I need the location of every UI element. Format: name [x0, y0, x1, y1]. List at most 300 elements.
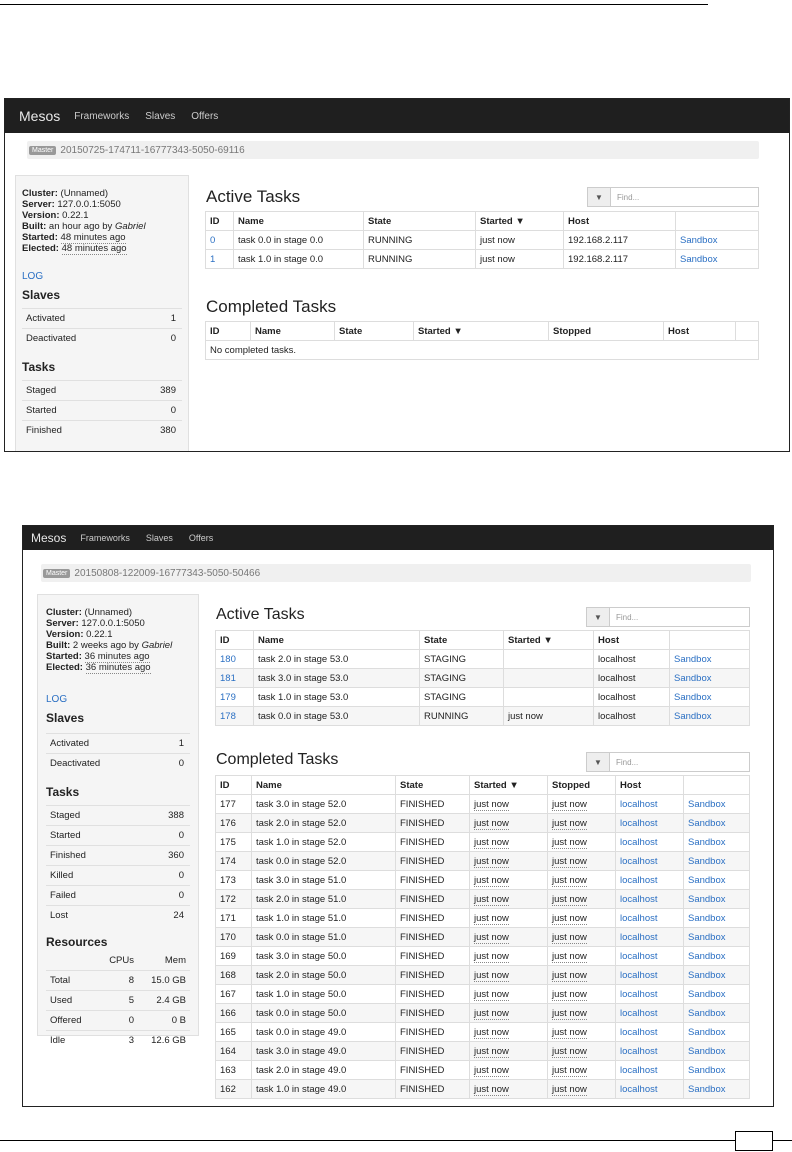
host-link[interactable]: localhost — [620, 1064, 658, 1076]
task-started: just now — [474, 893, 509, 905]
table-row — [216, 1042, 750, 1061]
host-link[interactable]: localhost — [620, 798, 658, 810]
table-cell — [616, 1080, 684, 1099]
server-value: 127.0.0.1:5050 — [57, 199, 121, 210]
host-link[interactable]: localhost — [620, 1045, 658, 1057]
started-label: Started: — [46, 651, 82, 662]
task-started: just now — [476, 231, 564, 250]
master-id: 20150725-174711-16777343-5050-69116 — [60, 144, 245, 156]
res-label: Used — [50, 995, 73, 1006]
table-row — [216, 814, 750, 833]
table-cell — [548, 947, 616, 966]
col-started[interactable]: Started ▼ — [414, 322, 549, 341]
col-name[interactable]: Name — [254, 631, 420, 650]
task-stopped: just now — [552, 874, 587, 886]
col-state[interactable]: State — [420, 631, 504, 650]
sandbox-link[interactable]: Sandbox — [688, 1083, 726, 1095]
host-link[interactable]: localhost — [620, 893, 658, 905]
table-row — [206, 250, 759, 269]
slaves-heading: Slaves — [46, 711, 85, 725]
task-name: task 1.0 in stage 0.0 — [234, 250, 364, 269]
table-cell — [616, 947, 684, 966]
table-cell — [684, 966, 750, 985]
table-header — [206, 212, 759, 231]
table-cell — [470, 890, 548, 909]
col-host[interactable]: Host — [594, 631, 670, 650]
res-cpus: 3 — [128, 1035, 134, 1046]
find-input[interactable]: Find... — [617, 192, 640, 202]
col-id[interactable]: ID — [216, 631, 254, 650]
stat-label: Started — [26, 405, 57, 416]
task-started — [504, 650, 594, 669]
task-started — [504, 669, 594, 688]
nav-offers[interactable]: Offers — [188, 533, 214, 543]
brand-logo[interactable]: Mesos — [31, 531, 67, 545]
col-host[interactable]: Host — [616, 776, 684, 795]
brand-logo[interactable]: Mesos — [19, 108, 61, 124]
task-name: task 3.0 in stage 52.0 — [256, 798, 347, 810]
stat-value: 1 — [178, 738, 184, 749]
table-cell — [684, 1042, 750, 1061]
table-cell — [616, 1023, 684, 1042]
task-state: FINISHED — [400, 988, 445, 1000]
filter-icon[interactable]: ▼ — [587, 753, 610, 771]
res-mem: 0 B — [171, 1015, 186, 1026]
table-cell — [616, 928, 684, 947]
table-row — [216, 650, 750, 669]
table-cell — [216, 909, 252, 928]
table-cell — [470, 947, 548, 966]
table-cell — [396, 1023, 470, 1042]
task-state: FINISHED — [400, 1064, 445, 1076]
stat-value: 360 — [168, 850, 184, 861]
task-started: just now — [474, 969, 509, 981]
host-link[interactable]: localhost — [620, 912, 658, 924]
table-row — [216, 707, 750, 726]
task-name: task 3.0 in stage 53.0 — [254, 669, 420, 688]
elected-value: 36 minutes ago — [85, 662, 151, 673]
res-cpus: 8 — [128, 975, 134, 986]
host-link[interactable]: localhost — [620, 874, 658, 886]
sandbox-link[interactable]: Sandbox — [688, 893, 726, 905]
built-value: an hour ago by — [48, 221, 113, 232]
table-cell — [616, 1004, 684, 1023]
table-cell — [216, 852, 252, 871]
log-link[interactable]: LOG — [46, 694, 68, 705]
task-state: FINISHED — [400, 1007, 445, 1019]
task-state: FINISHED — [400, 950, 445, 962]
table-cell — [252, 909, 396, 928]
table-cell — [216, 871, 252, 890]
task-name: task 0.0 in stage 51.0 — [256, 931, 347, 943]
table-cell — [216, 1080, 252, 1099]
resource-row — [46, 990, 190, 1010]
built-value: 2 weeks ago by — [72, 640, 139, 651]
res-mem: 2.4 GB — [156, 995, 186, 1006]
table-cell — [616, 985, 684, 1004]
bottom-rule — [0, 1140, 792, 1141]
sidebar — [15, 175, 189, 452]
find-input[interactable]: Find... — [616, 612, 639, 622]
sandbox-link[interactable]: Sandbox — [688, 874, 726, 886]
task-name: task 2.0 in stage 51.0 — [256, 893, 347, 905]
sandbox-link[interactable]: Sandbox — [670, 688, 750, 707]
table-cell — [684, 947, 750, 966]
task-state: FINISHED — [400, 798, 445, 810]
built-label: Built: — [46, 640, 71, 651]
table-row — [216, 852, 750, 871]
table-cell — [684, 1080, 750, 1099]
table-cell — [216, 814, 252, 833]
sandbox-link[interactable]: Sandbox — [688, 798, 726, 810]
host-link[interactable]: localhost — [620, 950, 658, 962]
active-tasks-title: Active Tasks — [216, 606, 305, 623]
sandbox-link[interactable]: Sandbox — [688, 1045, 726, 1057]
active-find-box[interactable] — [587, 187, 759, 207]
resource-row — [46, 1030, 190, 1050]
table-cell — [548, 928, 616, 947]
sandbox-link[interactable]: Sandbox — [688, 912, 726, 924]
breadcrumb — [41, 564, 751, 582]
col-id[interactable]: ID — [206, 322, 251, 341]
task-state: STAGING — [420, 650, 504, 669]
task-name: task 3.0 in stage 51.0 — [256, 874, 347, 886]
table-cell — [252, 890, 396, 909]
task-name: task 1.0 in stage 53.0 — [254, 688, 420, 707]
sandbox-link[interactable]: Sandbox — [670, 707, 750, 726]
task-started: just now — [474, 1026, 509, 1038]
stat-row — [46, 753, 190, 773]
sandbox-link[interactable]: Sandbox — [670, 650, 750, 669]
nav-frameworks[interactable]: Frameworks — [80, 533, 130, 543]
task-name: task 1.0 in stage 52.0 — [256, 836, 347, 848]
task-stopped: just now — [552, 950, 587, 962]
stat-row — [22, 328, 182, 348]
master-badge: Master — [43, 569, 70, 578]
col-name[interactable]: Name — [251, 322, 335, 341]
stat-value: 389 — [160, 385, 176, 396]
table-cell — [470, 966, 548, 985]
table-cell — [470, 833, 548, 852]
host-link[interactable]: localhost — [620, 931, 658, 943]
host-link[interactable]: localhost — [620, 1083, 658, 1095]
table-cell — [684, 890, 750, 909]
col-id[interactable]: ID — [216, 776, 252, 795]
table-cell — [216, 795, 252, 814]
server-value: 127.0.0.1:5050 — [81, 618, 145, 629]
col-id[interactable]: ID — [206, 212, 234, 231]
task-id: 169 — [220, 950, 236, 962]
elected-value: 48 minutes ago — [61, 243, 127, 254]
table-cell — [470, 909, 548, 928]
task-id: 170 — [220, 931, 236, 943]
table-row — [216, 928, 750, 947]
filter-icon[interactable]: ▼ — [588, 188, 611, 206]
table-cell — [616, 795, 684, 814]
task-started: just now — [474, 1007, 509, 1019]
table-cell — [470, 1023, 548, 1042]
task-stopped: just now — [552, 1026, 587, 1038]
stat-label: Activated — [26, 313, 66, 324]
table-cell — [396, 966, 470, 985]
table-cell — [616, 966, 684, 985]
table-cell — [616, 833, 684, 852]
task-id-link[interactable]: 178 — [216, 707, 254, 726]
task-stopped: just now — [552, 1083, 587, 1095]
stat-row — [46, 733, 190, 753]
host-link[interactable]: localhost — [620, 836, 658, 848]
host-link[interactable]: localhost — [620, 855, 658, 867]
sandbox-link[interactable]: Sandbox — [688, 855, 726, 867]
task-name: task 0.0 in stage 49.0 — [256, 1026, 347, 1038]
table-cell — [396, 833, 470, 852]
task-state: FINISHED — [400, 912, 445, 924]
cluster-info — [16, 176, 188, 254]
sandbox-link[interactable]: Sandbox — [688, 988, 726, 1000]
nav-offers[interactable]: Offers — [191, 110, 219, 122]
nav-slaves[interactable]: Slaves — [145, 533, 173, 543]
completed-find-box[interactable] — [586, 752, 750, 772]
task-state: RUNNING — [420, 707, 504, 726]
table-row — [216, 688, 750, 707]
task-id: 176 — [220, 817, 236, 829]
host-link[interactable]: localhost — [620, 969, 658, 981]
navbar — [5, 99, 789, 133]
task-name: task 2.0 in stage 50.0 — [256, 969, 347, 981]
stat-row — [46, 825, 190, 845]
table-cell — [396, 985, 470, 1004]
table-cell — [684, 1023, 750, 1042]
col-started[interactable]: Started ▼ — [470, 776, 548, 795]
completed-tasks-title: Completed Tasks — [216, 751, 339, 768]
table-cell — [684, 852, 750, 871]
cluster-value: (Unnamed) — [60, 188, 109, 199]
task-name: task 3.0 in stage 49.0 — [256, 1045, 347, 1057]
task-id-link[interactable]: 180 — [216, 650, 254, 669]
table-cell — [684, 909, 750, 928]
task-stopped: just now — [552, 817, 587, 829]
table-row — [216, 890, 750, 909]
table-cell — [396, 890, 470, 909]
task-host: localhost — [594, 669, 670, 688]
stat-row — [46, 805, 190, 825]
version-label: Version: — [46, 629, 84, 640]
task-name: task 2.0 in stage 53.0 — [254, 650, 420, 669]
table-cell — [548, 966, 616, 985]
active-tasks-table — [215, 630, 750, 726]
sandbox-link[interactable]: Sandbox — [688, 969, 726, 981]
server-label: Server: — [46, 618, 79, 629]
version-value: 0.22.1 — [86, 629, 113, 640]
task-host: localhost — [594, 650, 670, 669]
tasks-heading: Tasks — [22, 360, 56, 374]
nav-frameworks[interactable]: Frameworks — [74, 110, 130, 122]
table-cell — [470, 795, 548, 814]
task-name: task 2.0 in stage 52.0 — [256, 817, 347, 829]
task-host: localhost — [594, 688, 670, 707]
table-row — [216, 669, 750, 688]
col-host[interactable]: Host — [564, 212, 676, 231]
stat-label: Deactivated — [26, 333, 77, 344]
sandbox-link[interactable]: Sandbox — [688, 950, 726, 962]
col-state[interactable]: State — [364, 212, 476, 231]
table-cell — [396, 852, 470, 871]
task-state: FINISHED — [400, 1045, 445, 1057]
task-id-link[interactable]: 181 — [216, 669, 254, 688]
col-name[interactable]: Name — [252, 776, 396, 795]
table-row — [216, 1080, 750, 1099]
sandbox-link[interactable]: Sandbox — [688, 931, 726, 943]
host-link[interactable]: localhost — [620, 988, 658, 1000]
stat-label: Lost — [50, 910, 68, 921]
col-blank — [684, 776, 750, 795]
table-cell — [396, 1004, 470, 1023]
cluster-label: Cluster: — [22, 188, 58, 199]
stat-row — [46, 905, 190, 925]
resource-row — [46, 1010, 190, 1030]
table-row — [216, 1004, 750, 1023]
task-started: just now — [474, 1083, 509, 1095]
table-cell — [470, 1080, 548, 1099]
tasks-heading: Tasks — [46, 785, 80, 799]
table-cell — [252, 928, 396, 947]
sandbox-link[interactable]: Sandbox — [688, 1007, 726, 1019]
sandbox-link[interactable]: Sandbox — [676, 231, 759, 250]
stat-label: Deactivated — [50, 758, 101, 769]
host-link[interactable]: localhost — [620, 817, 658, 829]
table-cell — [396, 795, 470, 814]
col-started[interactable]: Started ▼ — [504, 631, 594, 650]
task-state: STAGING — [420, 688, 504, 707]
col-stopped[interactable]: Stopped — [548, 776, 616, 795]
table-row — [216, 795, 750, 814]
table-cell — [684, 833, 750, 852]
col-state[interactable]: State — [396, 776, 470, 795]
task-started: just now — [474, 1064, 509, 1076]
task-id-link[interactable]: 0 — [206, 231, 234, 250]
stat-value: 24 — [173, 910, 184, 921]
task-id-link[interactable]: 179 — [216, 688, 254, 707]
table-cell — [216, 890, 252, 909]
col-state[interactable]: State — [335, 322, 414, 341]
task-started: just now — [504, 707, 594, 726]
table-cell — [684, 795, 750, 814]
table-cell — [548, 852, 616, 871]
task-state: FINISHED — [400, 893, 445, 905]
sandbox-link[interactable]: Sandbox — [688, 836, 726, 848]
task-host: 192.168.2.117 — [564, 231, 676, 250]
task-id-link[interactable]: 1 — [206, 250, 234, 269]
table-cell — [252, 1080, 396, 1099]
task-id: 162 — [220, 1083, 236, 1095]
table-cell — [548, 1042, 616, 1061]
task-started: just now — [474, 912, 509, 924]
task-started: just now — [474, 836, 509, 848]
table-cell — [252, 1061, 396, 1080]
screenshot-2 — [22, 525, 774, 1107]
res-col-cpus: CPUs — [109, 955, 134, 966]
top-rule — [0, 4, 708, 5]
task-id: 163 — [220, 1064, 236, 1076]
screenshot-1 — [4, 98, 790, 452]
resources-header-row — [46, 951, 190, 970]
stat-label: Killed — [50, 870, 74, 881]
col-blank — [676, 212, 759, 231]
table-cell — [616, 852, 684, 871]
task-id: 177 — [220, 798, 236, 810]
col-started[interactable]: Started ▼ — [476, 212, 564, 231]
version-value: 0.22.1 — [62, 210, 89, 221]
table-cell — [252, 966, 396, 985]
col-host[interactable]: Host — [664, 322, 736, 341]
sandbox-link[interactable]: Sandbox — [688, 817, 726, 829]
res-label: Offered — [50, 1015, 82, 1026]
sandbox-link[interactable]: Sandbox — [676, 250, 759, 269]
elected-label: Elected: — [46, 662, 83, 673]
navbar — [23, 526, 773, 550]
stat-value: 0 — [178, 870, 184, 881]
col-stopped[interactable]: Stopped — [549, 322, 664, 341]
table-cell — [548, 1023, 616, 1042]
table-cell — [616, 909, 684, 928]
col-name[interactable]: Name — [234, 212, 364, 231]
table-cell — [252, 1004, 396, 1023]
table-cell — [470, 852, 548, 871]
table-header — [216, 776, 750, 795]
cluster-info — [38, 595, 198, 673]
log-link[interactable]: LOG — [22, 271, 44, 282]
table-cell — [252, 1042, 396, 1061]
sandbox-link[interactable]: Sandbox — [688, 1026, 726, 1038]
slaves-heading: Slaves — [22, 288, 61, 302]
table-cell — [252, 1023, 396, 1042]
active-find-box[interactable] — [586, 607, 750, 627]
task-id: 174 — [220, 855, 236, 867]
task-state: FINISHED — [400, 931, 445, 943]
table-cell — [252, 814, 396, 833]
task-started: just now — [474, 874, 509, 886]
sandbox-link[interactable]: Sandbox — [688, 1064, 726, 1076]
table-cell — [548, 1004, 616, 1023]
res-label: Total — [50, 975, 71, 986]
task-started: just now — [474, 988, 509, 1000]
host-link[interactable]: localhost — [620, 1007, 658, 1019]
table-cell — [470, 985, 548, 1004]
table-row — [216, 985, 750, 1004]
task-stopped: just now — [552, 1064, 587, 1076]
stat-label: Activated — [50, 738, 90, 749]
table-cell — [684, 814, 750, 833]
task-state: FINISHED — [400, 874, 445, 886]
table-header — [216, 631, 750, 650]
table-cell — [396, 814, 470, 833]
task-stopped: just now — [552, 912, 587, 924]
task-name: task 0.0 in stage 53.0 — [254, 707, 420, 726]
nav-slaves[interactable]: Slaves — [145, 110, 176, 122]
res-mem: 15.0 GB — [151, 975, 186, 986]
table-cell — [216, 947, 252, 966]
filter-icon[interactable]: ▼ — [587, 608, 610, 626]
find-input[interactable]: Find... — [616, 757, 639, 767]
table-cell — [470, 1042, 548, 1061]
table-cell — [216, 966, 252, 985]
task-state: STAGING — [420, 669, 504, 688]
table-cell — [548, 795, 616, 814]
master-badge: Master — [29, 146, 56, 155]
res-cpus: 5 — [128, 995, 134, 1006]
host-link[interactable]: localhost — [620, 1026, 658, 1038]
sandbox-link[interactable]: Sandbox — [670, 669, 750, 688]
